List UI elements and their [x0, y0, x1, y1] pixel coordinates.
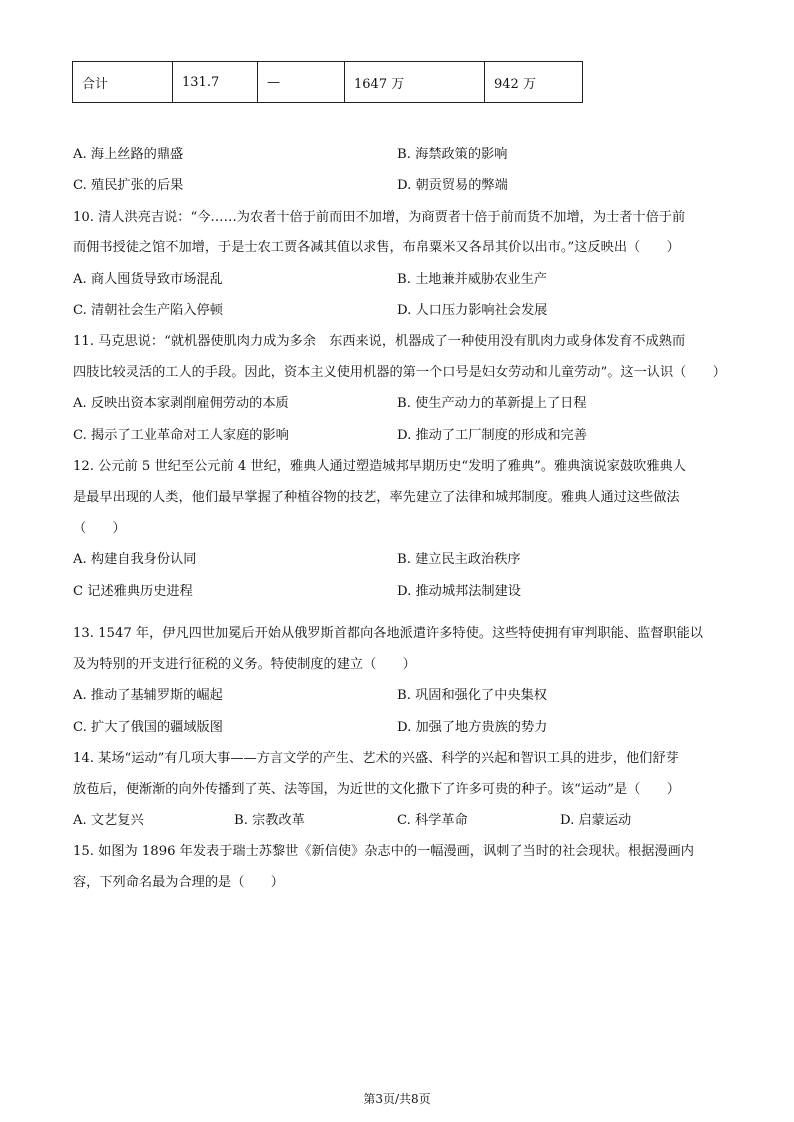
q9-option-c: C. 殖民扩张的后果: [73, 178, 184, 193]
q14-option-d: D. 启蒙运动: [560, 813, 632, 828]
table-cell-total-label: 合计: [73, 62, 173, 103]
table-row: [73, 62, 583, 103]
q14-stem-line-2: 放苞后，便渐渐的向外传播到了英、法等国，为近世的文化撒下了许多可贵的种子。该“运动”是（ ）: [73, 782, 680, 797]
q10-option-a: A. 商人囤货导致市场混乱: [73, 272, 223, 287]
q12-option-d: D. 推动城邦法制建设: [397, 584, 521, 599]
summary-table: [72, 61, 583, 103]
q11-option-c: C. 揭示了工业革命对工人家庭的影响: [73, 428, 289, 443]
q15-stem-line-2: 容，下列命名最为合理的是（ ）: [73, 875, 284, 890]
q11-stem-line-2: 四肢比较灵活的工人的手段。因此，资本主义使用机器的第一个口号是妇女劳动和儿童劳动”。这一认识（ ）: [73, 365, 726, 380]
q12-answer-blank: （ ）: [73, 521, 126, 536]
q11-option-a: A. 反映出资本家剥削雇佣劳动的本质: [73, 396, 289, 411]
q13-option-a: A. 推动了基辅罗斯的崛起: [73, 688, 223, 703]
q12-option-c: C 记述雅典历史进程: [73, 584, 193, 599]
q10-stem-line-1: 10. 清人洪亮吉说：“今……为农者十倍于前而田不加增，为商贾者十倍于前而货不加增，为士者十倍于前: [73, 210, 686, 225]
table-cell-value-1: 131.7: [173, 62, 258, 103]
q10-option-c: C. 清朝社会生产陷入停顿: [73, 303, 223, 318]
q13-stem-line-1: 13. 1547 年，伊凡四世加冕后开始从俄罗斯首都向各地派遣许多特使。这些特使拥有审判职能、监督职能以: [73, 626, 703, 641]
q10-option-d: D. 人口压力影响社会发展: [397, 303, 548, 318]
q14-stem-line-1: 14. 某场“运动”有几项大事——方言文学的产生、艺术的兴盛、科学的兴起和智识工具的进步，他们舒芽: [73, 751, 679, 766]
q13-option-b: B. 巩固和强化了中央集权: [397, 688, 547, 703]
page-number: 第3页/共8页: [363, 1092, 431, 1106]
q12-stem-line-2: 是最早出现的人类，他们最早掌握了种植谷物的技艺，率先建立了法律和城邦制度。雅典人通过这些做法: [73, 490, 680, 505]
q14-option-b: B. 宗教改革: [234, 813, 305, 828]
q11-option-b: B. 使生产动力的革新提上了日程: [397, 396, 587, 411]
q13-option-c: C. 扩大了俄国的疆域版图: [73, 720, 223, 735]
q14-option-c: C. 科学革命: [397, 813, 468, 828]
q13-stem-line-2: 及为特别的开支进行征税的义务。特使制度的建立（ ）: [73, 657, 416, 672]
table-cell-value-4: 942 万: [485, 62, 583, 103]
q11-option-d: D. 推动了工厂制度的形成和完善: [397, 428, 587, 443]
table-cell-value-3: 1647 万: [345, 62, 485, 103]
table-cell-value-2: —: [258, 62, 345, 103]
q10-option-b: B. 土地兼并威胁农业生产: [397, 272, 547, 287]
q13-option-d: D. 加强了地方贵族的势力: [397, 720, 548, 735]
q12-option-b: B. 建立民主政治秩序: [397, 552, 521, 567]
q11-stem-line-1: 11. 马克思说：“就机器使肌肉力成为多余 东西来说，机器成了一种使用没有肌肉力或身体发育不成熟而: [73, 334, 686, 349]
q14-option-a: A. 文艺复兴: [73, 813, 144, 828]
q10-stem-line-2: 而佣书授徒之馆不加增，于是士农工贾各减其值以求售，布帛粟米又各昂其价以出市。”这反映出（ ）: [73, 240, 680, 255]
q9-option-d: D. 朝贡贸易的弊端: [397, 178, 508, 193]
q12-stem-line-1: 12. 公元前 5 世纪至公元前 4 世纪，雅典人通过塑造城邦早期历史“发明了雅典”。雅典演说家鼓吹雅典人: [73, 459, 686, 474]
q15-stem-line-1: 15. 如图为 1896 年发表于瑞士苏黎世《新信使》杂志中的一幅漫画，讽刺了当时的社会现状。根据漫画内: [73, 844, 694, 859]
q9-option-b: B. 海禁政策的影响: [397, 147, 508, 162]
q12-option-a: A. 构建自我身份认同: [73, 552, 197, 567]
q9-option-a: A. 海上丝路的鼎盛: [73, 147, 184, 162]
